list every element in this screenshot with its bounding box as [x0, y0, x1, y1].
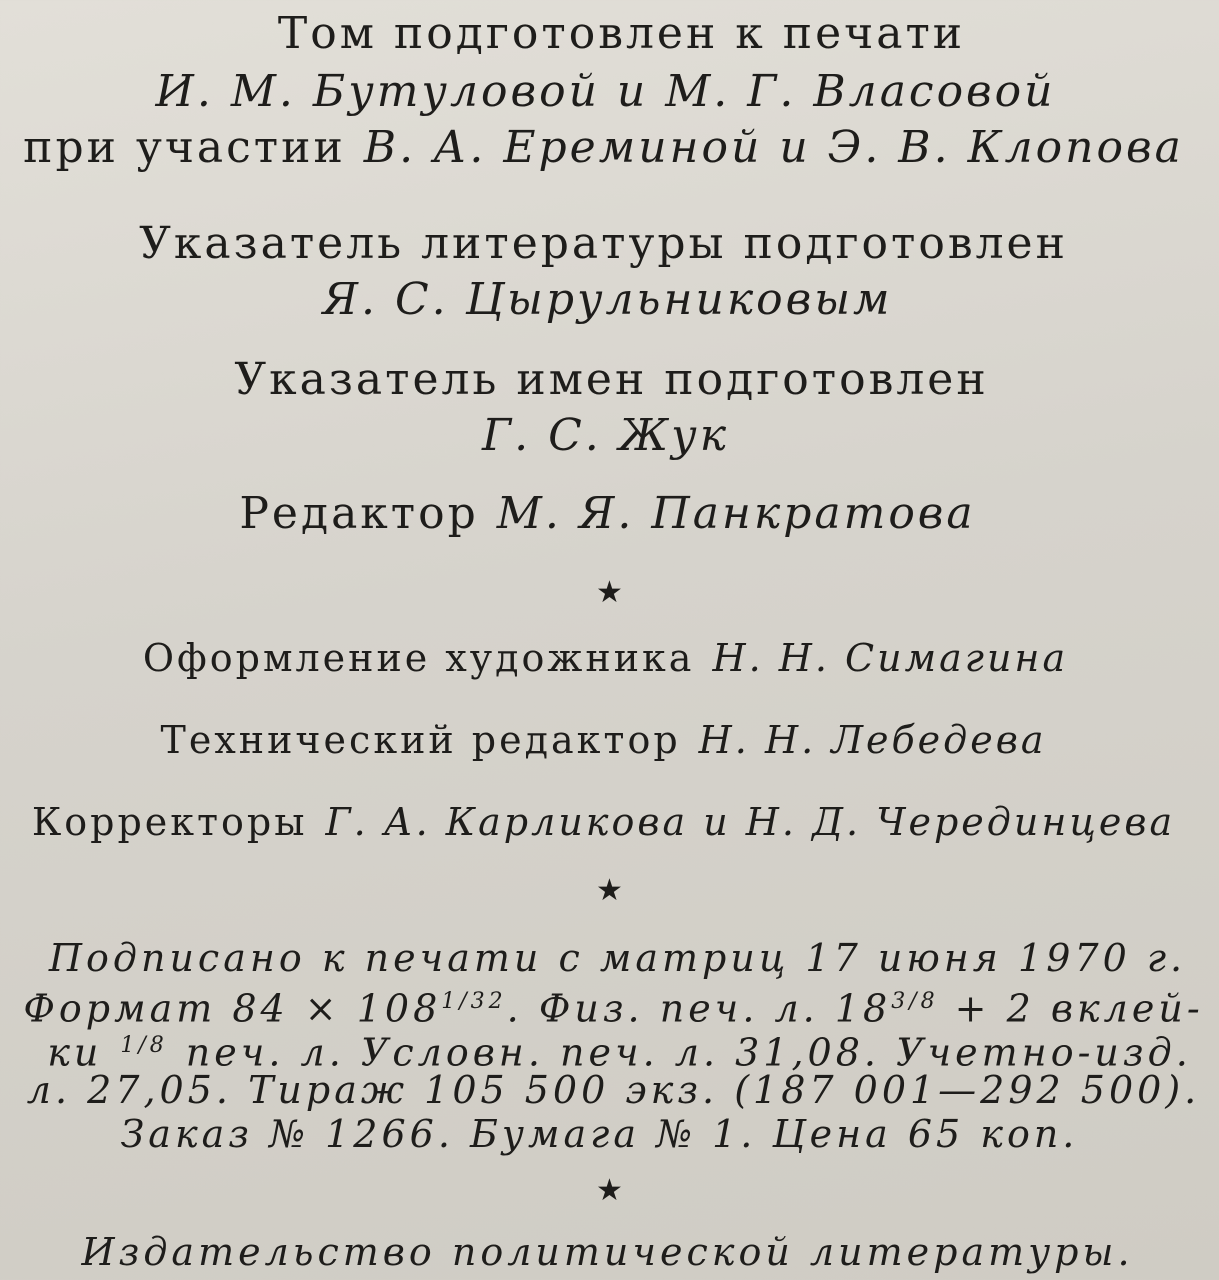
editor-label: Редактор [239, 488, 479, 539]
name-index-label: Указатель имен подготовлен [234, 354, 989, 405]
prepared-by-names: И. М. Бутуловой и М. Г. Власовой [155, 66, 1056, 117]
sheets-fraction: 3/8 [891, 989, 939, 1014]
participation-label: при участии [23, 122, 346, 173]
participation-line [0, 122, 1213, 174]
separator-star-3: ★ [596, 1173, 623, 1208]
designer-label: Оформление художника [142, 636, 695, 680]
literature-index-name: Я. С. Цырульниковым [322, 274, 893, 325]
prepared-by-heading: Том подготовлен к печати [277, 8, 966, 59]
tech-editor-line [0, 714, 1213, 766]
separator-star-1: ★ [596, 575, 623, 610]
proofreaders-line [0, 796, 1213, 848]
literature-index-label: Указатель литературы подготовлен [139, 218, 1068, 269]
editor-line [0, 488, 1217, 540]
imprint-line-1: Подписано к печати с матриц 17 июня 1970 г. [48, 936, 1187, 980]
proofreaders-names: Г. А. Карликова и Н. Д. Черединцева [325, 800, 1176, 844]
imprint-line-5: Заказ № 1266. Бумага № 1. Цена 65 коп. [120, 1112, 1079, 1156]
proofreaders-label: Корректоры [31, 800, 308, 844]
designer-name: Н. Н. Симагина [712, 636, 1069, 680]
imprint-line-3: ки $^{1/8}$ печ. л. Условн. печ. л. 31,08. Учетно-изд. [47, 1030, 1192, 1075]
tech-editor-name: Н. Н. Лебедева [698, 718, 1047, 762]
tech-editor-label: Технический редактор [160, 718, 681, 762]
insert-fraction: 1/8 [120, 1033, 168, 1058]
imprint-line-2: Формат $84 \times 108^{1/32}$. Физ. печ. л. $18^{3/8} + 2$ вклей- [23, 986, 1204, 1031]
designer-line [0, 632, 1215, 684]
name-index-name: Г. С. Жук [482, 410, 729, 461]
format-fraction: 1/32 [441, 989, 507, 1014]
editor-name: М. Я. Панкратова [496, 488, 976, 539]
participation-names: В. А. Ереминой и Э. В. Клопова [363, 122, 1184, 173]
imprint-line-4: л. 27,05. Тираж 105 500 экз. (187 001—292 500). [26, 1068, 1201, 1112]
publisher-name: Издательство политической литературы. [81, 1230, 1134, 1274]
separator-star-2: ★ [596, 873, 623, 908]
